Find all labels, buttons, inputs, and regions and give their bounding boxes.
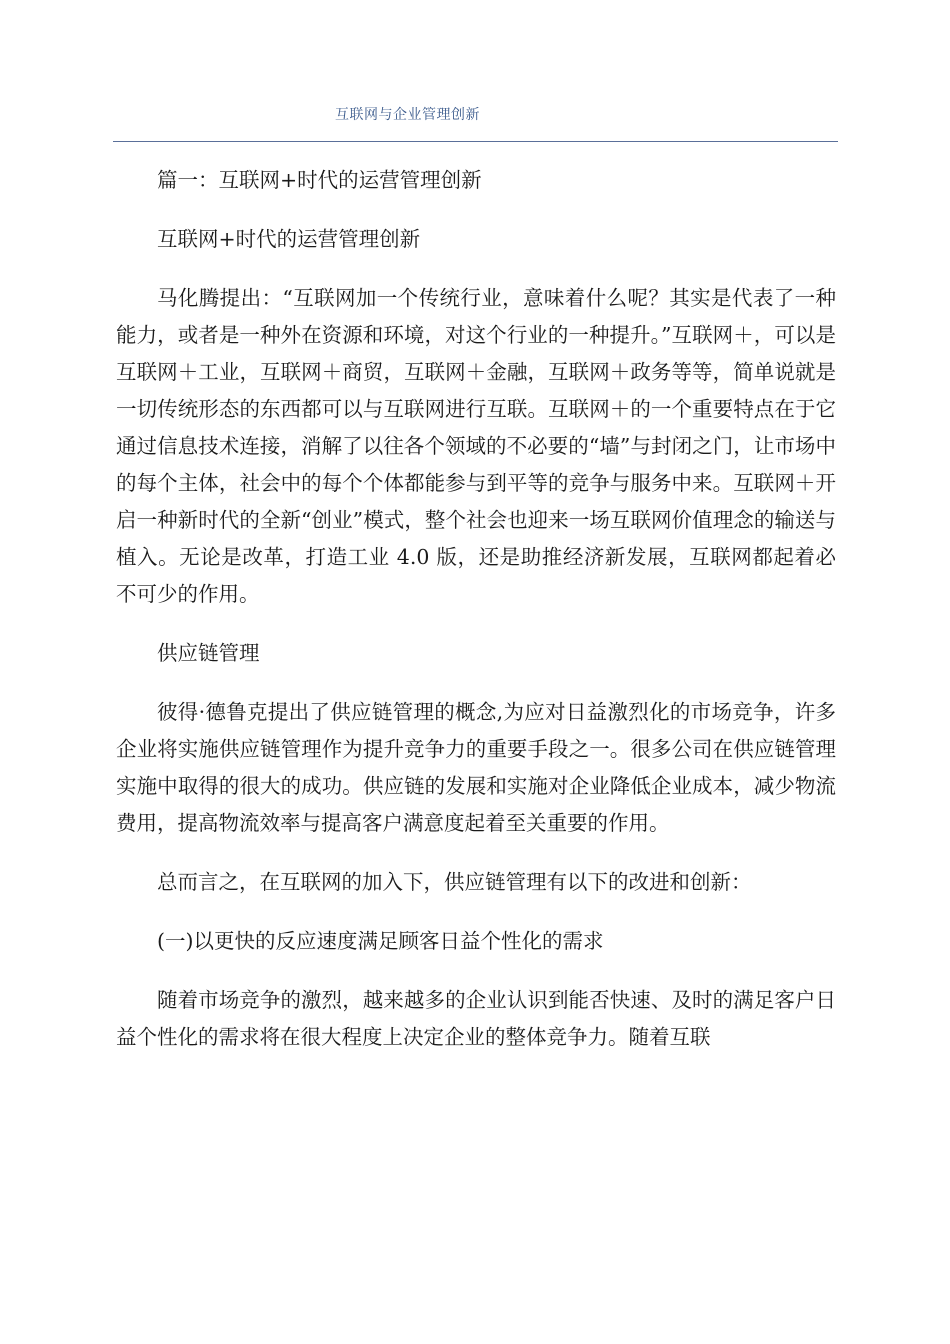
subheading: (一)以更快的反应速度满足顾客日益个性化的需求 (157, 929, 604, 953)
body-paragraph: 随着市场竞争的激烈，越来越多的企业认识到能否快速、及时的满足客户日益个性化的需求将在很大程度上决定企业的整体竞争力。随着互联 (116, 988, 836, 1049)
document-body (116, 162, 836, 1056)
subheading: 供应链管理 (157, 641, 260, 665)
header-divider (113, 141, 838, 142)
body-paragraph: 彼得·德鲁克提出了供应链管理的概念,为应对日益激烈化的市场竞争，许多企业将实施供应链管理作为提升竞争力的重要手段之一。很多公司在供应链管理实施中取得的很大的成功。供应链的发展和实施对企业降低企业成本，减少物流费用，提高物流效率与提高客户满意度起着至关重要的作用。 (116, 700, 836, 835)
body-paragraph: 总而言之，在互联网的加入下，供应链管理有以下的改进和创新： (157, 870, 752, 894)
article-title: 互联网+时代的运营管理创新 (157, 227, 421, 251)
body-paragraph: 马化腾提出：“互联网加一个传统行业，意味着什么呢？其实是代表了一种能力，或者是一种外在资源和环境，对这个行业的一种提升。”互联网＋，可以是互联网＋工业，互联网＋商贸，互联网＋金融，互联网＋政务等等，简单说就是一切传统形态的东西都可以与互联网进行互联。互联网＋的一个重要特点在于它通过信息技术连接，消解了以往各个领域的不必要的“墙”与封闭之门，让市场中的每个主体，社会中的每个个体都能参与到平等的竞争与服务中来。互联网＋开启一种新时代的全新“创业”模式，整个社会也迎来一场互联网价值理念的输送与植入。无论是改革，打造工业 4.0 版，还是助推经济新发展，互联网都起着必不可少的作用。 (116, 286, 836, 606)
running-header-title: 互联网与企业管理创新 (335, 107, 480, 123)
section-heading: 篇一：互联网+时代的运营管理创新 (157, 168, 482, 192)
